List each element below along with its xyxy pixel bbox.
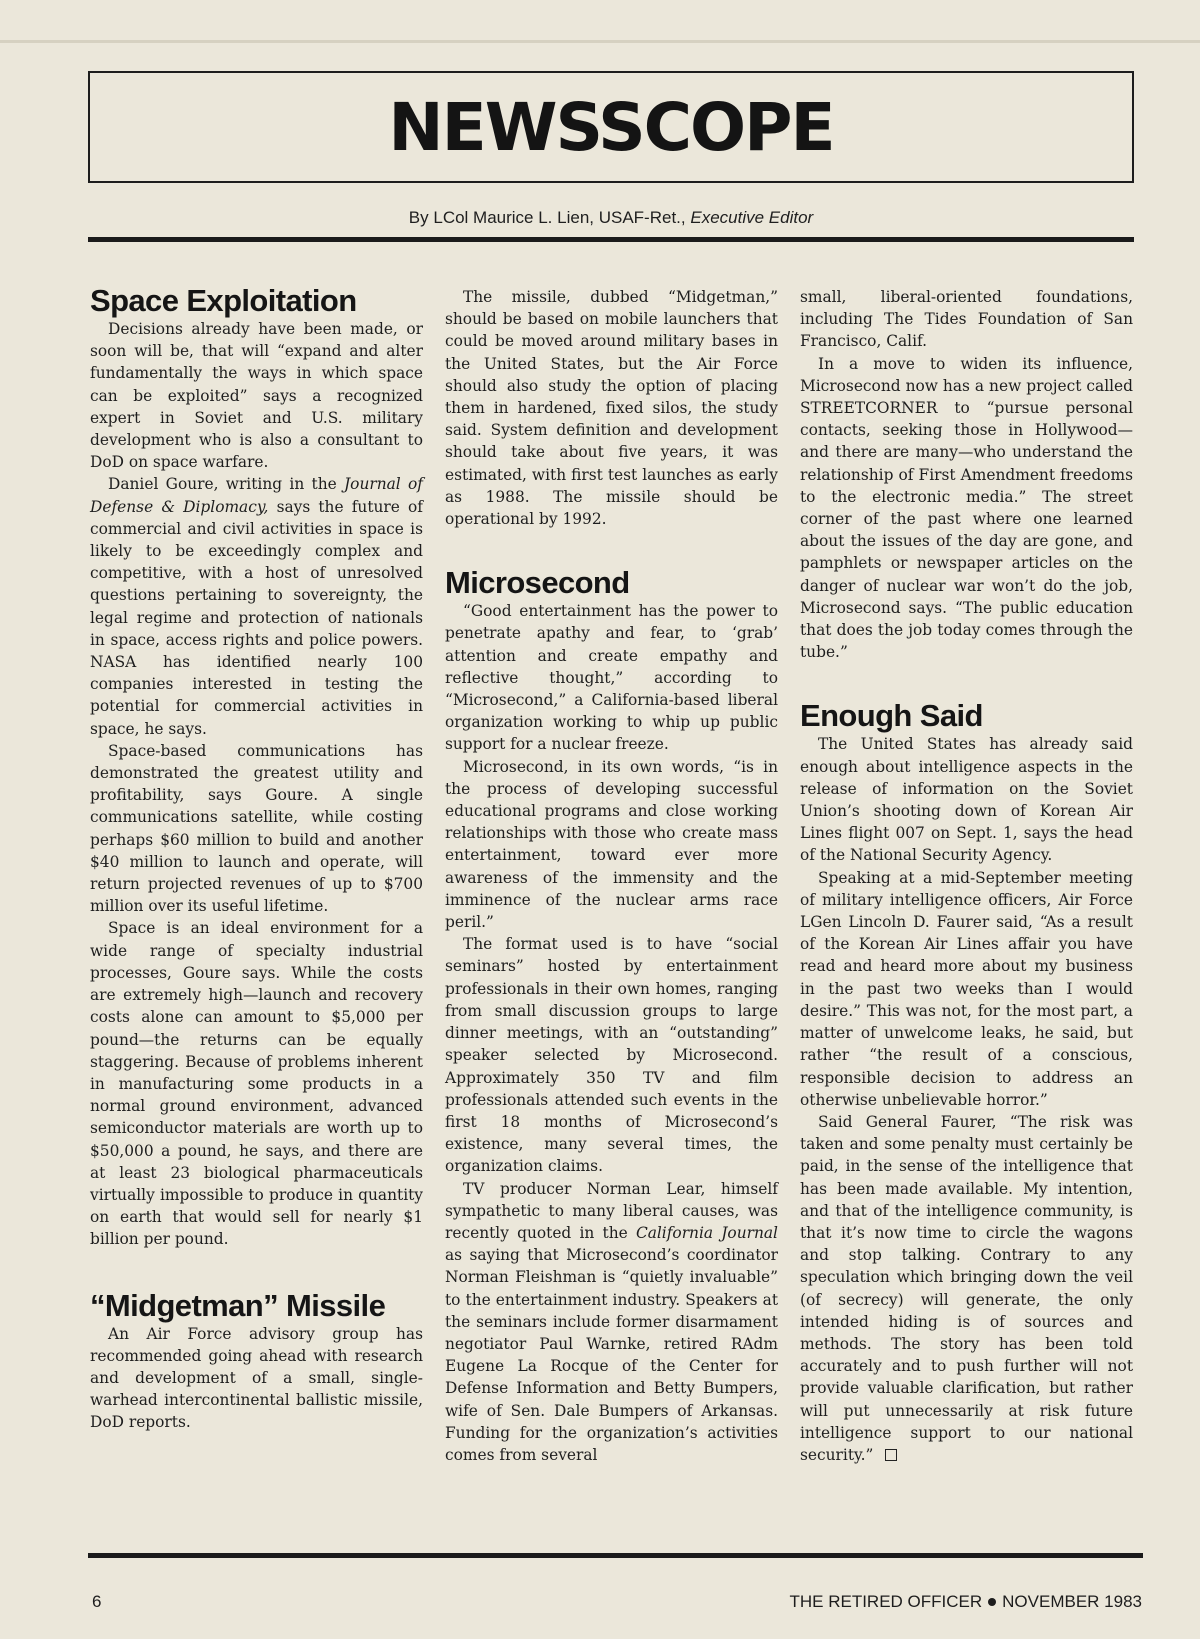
paragraph: The format used is to have “social seminars” hosted by entertainment professionals in their own homes, ranging from small discussion groups to large dinner meetings, with an “outstanding” speaker selected by Microsecond. Approximately 350 TV and film professionals attended such events in the first 18 months of Microsecond’s existence, many several times, the organization claims. [445, 935, 778, 1176]
byline-author: By LCol Maurice L. Lien, USAF-Ret., [408, 208, 686, 227]
journal-title: Journal of Defense & Diplomacy, [90, 475, 423, 516]
publication-name: THE RETIRED OFFICER [789, 1592, 983, 1611]
end-of-article-icon [885, 1449, 897, 1461]
top-border-line [0, 40, 1200, 43]
bullet-icon [988, 1598, 996, 1606]
issue-date: NOVEMBER 1983 [1002, 1592, 1142, 1611]
heading-midgetman-missile: “Midgetman” Missile [90, 1287, 386, 1323]
column-1 [90, 284, 423, 1434]
masthead-box [88, 71, 1134, 183]
paragraph: Speaking at a mid-September meeting of military intelligence officers, Air Force LGen Lincoln D. Faurer said, “As a result of the Korean Air Lines affair you have read and heard more about my business in the past two weeks than I would desire.” This was not, for the most part, a matter of unwelcome leaks, he said, but rather “the result of a conscious, responsible decision to address an otherwise unbelievable horror.” [800, 868, 1133, 1109]
paragraph: Space-based communications has demonstrated the greatest utility and profitability, says Goure. A single communications satellite, while costing perhaps $60 million to build and another $40 million to launch and operate, will return projected revenues of up to $700 million over its useful lifetime. [90, 741, 423, 916]
spacer [90, 1251, 423, 1289]
paragraph: Space is an ideal environment for a wide range of specialty industrial processes, Goure says. While the costs are extremely high—launch and recovery costs alone can amount to $5,000 per pound—the returns can be equally staggering. Because of problems inherent in manufacturing some products in a normal ground environment, advanced semiconductor materials are worth up to $50,000 a pound, he says, and there are at least 23 biological pharmaceuticals virtually impossible to produce in quantity on earth that would sell for nearly $1 billion per pound. [90, 919, 423, 1249]
paragraph [445, 1178, 778, 1467]
journal-title: California Journal [635, 1223, 778, 1242]
heading-space-exploitation: Space Exploitation [90, 283, 357, 318]
paragraph: Microsecond, in its own words, “is in the process of developing successful educational programs and close working relationships with those who create mass entertainment, toward ever more awareness of the immensity and the imminence of the nuclear arms race peril.” [445, 757, 778, 932]
paragraph: Decisions already have been made, or soon will be, that will “expand and alter fundamentally the ways in which space can be exploited” says a recognized expert in Soviet and U.S. military development who is also a consultant to DoD on space warfare. [90, 320, 423, 472]
spacer [800, 663, 1133, 699]
paragraph: “Good entertainment has the power to penetrate apathy and fear, to ‘grab’ attention and create empathy and reflective thought,” according to “Microsecond,” a California-based liberal organization working to whip up public support for a nuclear freeze. [445, 602, 778, 754]
bottom-rule [88, 1553, 1143, 1558]
paragraph: small, liberal-oriented foundations, including The Tides Foundation of San Francisco, Calif. [800, 288, 1133, 351]
text-run: Daniel Goure, writing in the [108, 475, 337, 494]
byline [0, 208, 1200, 228]
paragraph: The missile, dubbed “Midgetman,” should be based on mobile launchers that could be moved around military bases in the United States, but the Air Force should also study the option of placing them in hardened, fixed silos, the study said. System definition and development should take about five years, it was estimated, with first test launches as early as 1988. The missile should be operational by 1992. [445, 288, 778, 529]
text-run: as saying that Microsecond’s coordinator Norman Fleishman is “quietly invaluable” to the entertainment industry. Speakers at the seminars include former disarmament negotiator Paul Warnke, retired RAdm Eugene La Rocque of the Center for Defense Information and Betty Bumpers, wife of Sen. Dale Bumpers of Arkansas. Funding for the organization’s activities comes from several [445, 1246, 778, 1464]
text-run: TV producer Norman Lear, himself sympathetic to many liberal causes, was recently quoted in the [445, 1179, 778, 1242]
paragraph: In a move to widen its influence, Microsecond now has a new project called STREETCORNER to “pursue personal contacts, seeking those in Hollywood—and there are many—who understand the relationship of First Amendment freedoms to the electronic media.” The street corner of the past where one learned about the issues of the day are gone, and pamphlets or newspaper articles on the danger of nuclear war won’t do the job, Microsecond says. “The public education that does the job today comes through the tube.” [800, 354, 1133, 662]
spacer [445, 530, 778, 566]
paragraph: An Air Force advisory group has recommended going ahead with research and development of a small, single-warhead intercontinental ballistic missile, DoD reports. [90, 1324, 423, 1432]
text-run: Said General Faurer, “The risk was taken and some penalty must certainly be paid, in the sense of the intelligence that has been made available. My intention, and that of the intelligence community, is that it’s now time to circle the wagons and stop talking. Contrary to any speculation which bringing down the veil (of secrecy) will generate, the only intended hiding is of sources and methods. The story has been told accurately and to push further will not provide valuable clarification, but rather will put unnecessarily at risk future intelligence support to our national security.” [800, 1112, 1133, 1464]
footer-publication-line [789, 1592, 1142, 1612]
text-run: says the future of commercial and civil activities in space is likely to be exceedingly complex and competitive, with a host of unresolved questions pertaining to sovereignty, the legal regime and protection of nationals in space, access rights and police powers. NASA has identified nearly 100 companies interested in testing the potential for commercial activities in space, he says. [90, 497, 424, 738]
page-number: 6 [92, 1592, 102, 1611]
page-title: NEWSSCOPE [388, 88, 834, 166]
heading-enough-said: Enough Said [800, 698, 983, 734]
column-3 [800, 286, 1133, 1466]
heading-microsecond: Microsecond [445, 565, 630, 601]
byline-role: Executive Editor [690, 208, 814, 227]
top-rule [88, 237, 1134, 242]
paragraph [800, 1111, 1133, 1466]
paragraph [90, 473, 423, 739]
column-2 [445, 286, 778, 1466]
paragraph: The United States has already said enough about intelligence aspects in the release of information on the Soviet Union’s shooting down of Korean Air Lines flight 007 on Sept. 1, says the head of the National Security Agency. [800, 735, 1133, 865]
